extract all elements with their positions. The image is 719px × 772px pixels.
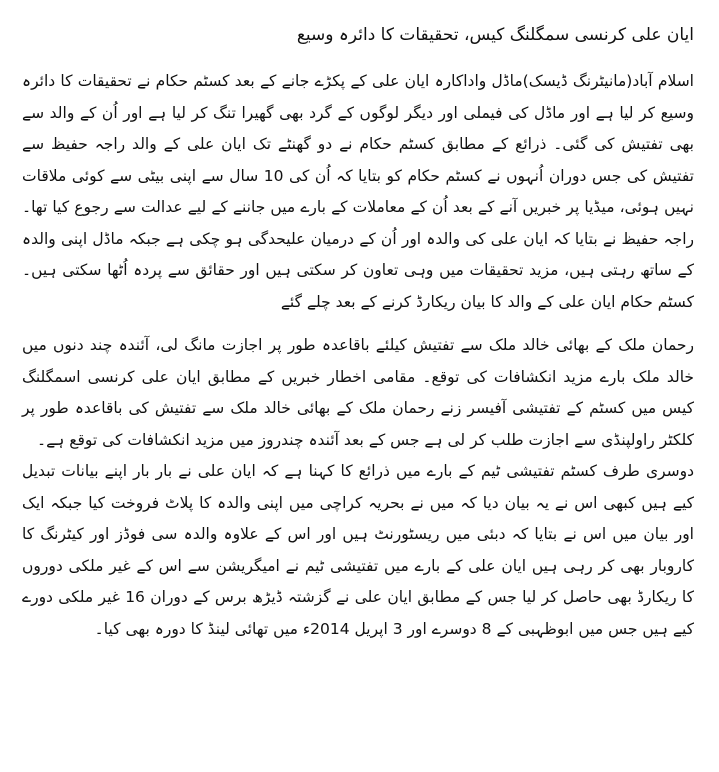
article-paragraph-1: اسلام آباد(مانیٹرنگ ڈیسک)ماڈل واداکارہ ایان علی کے پکڑے جانے کے بعد کسٹم حکام نے تحقیقات کا دائرہ وسیع کر لیا ہے اور ماڈل کی فیملی اور دیگر لوگوں کے گرد بھی گھیرا تنگ کر لیا ہے اور اُن کے والد سے بھی تفتیش کی گئی۔ ذرائع کے مطابق کسٹم حکام نے دو گھنٹے تک ایان علی کے والد راجہ حفیظ سے تفتیش کی جس دوران اُنہوں نے کسٹم حکام کو بتایا کہ اُن کی 10 سال سے اپنی بیٹی سے کوئی ملاقات نہیں ہوئی، میڈیا پر خبریں آنے کے بعد اُن کے معاملات کے بارے میں جاننے کے لیے عدالت سے رجوع کیا تھا۔ راجہ حفیظ نے بتایا کہ ایان علی کی والدہ اور اُن کے درمیان علیحدگی ہو چکی ہے جبکہ ماڈل اپنی والدہ کے ساتھ رہتی ہیں، مزید تحقیقات میں وہی تعاون کر سکتی ہیں اور حقائق سے پردہ اُٹھا سکتی ہیں۔ کسٹم حکام ایان علی کے والد کا بیان ریکارڈ کرنے کے بعد چلے گئے xyxy=(22,72,694,311)
article-paragraph-3: دوسری طرف کسٹم تفتیشی ٹیم کے بارے میں ذرائع کا کہنا ہے کہ ایان علی نے بار بار اپنے بیانات تبدیل کیے ہیں کبھی اس نے یہ بیان دیا کہ میں نے بحریہ کراچی میں اپنی والدہ کا پلاٹ فروخت کیا جبکہ ایک اور بیان میں اس نے بتایا کہ دبئی میں ریسٹورنٹ ہیں اور اس کے علاوہ والدہ سی فوڈز اور کیٹرنگ کا کاروبار بھی کر رہی ہیں ایان علی کے بارے میں تفتیشی ٹیم نے امیگریشن سے اس کے غیر ملکی دوروں کا ریکارڈ بھی حاصل کر لیا جس کے مطابق ایان علی نے گزشتہ ڈیڑھ برس کے دوران 16 غیر ملکی دورے کیے ہیں جس میں ابوظہبی کے 8 دوسرے اور 3 اپریل 2014ء میں تھائی لینڈ کا دورہ بھی کیا۔ xyxy=(22,462,694,638)
news-article xyxy=(22,22,694,645)
article-paragraph-2: رحمان ملک کے بھائی خالد ملک سے تفتیش کیلئے باقاعدہ طور پر اجازت مانگ لی، آئندہ چند دنوں میں خالد ملک بارے مزید انکشافات کی توقع۔ مقامی اخطار خبریں کے مطابق ایان علی کرنسی اسمگلنگ کیس میں کسٹم کے تفتیشی آفیسر زنے رحمان ملک کے بھائی خالد ملک سے تفتیش کی باقاعدہ طور پر کلکٹر راولپنڈی سے اجازت طلب کر لی ہے جس کے بعد آئندہ چندروز میں مزید انکشافات کی توقع ہے۔ xyxy=(22,336,694,449)
article-headline: ایان علی کرنسی سمگلنگ کیس، تحقیقات کا دائرہ وسیع xyxy=(296,25,694,45)
